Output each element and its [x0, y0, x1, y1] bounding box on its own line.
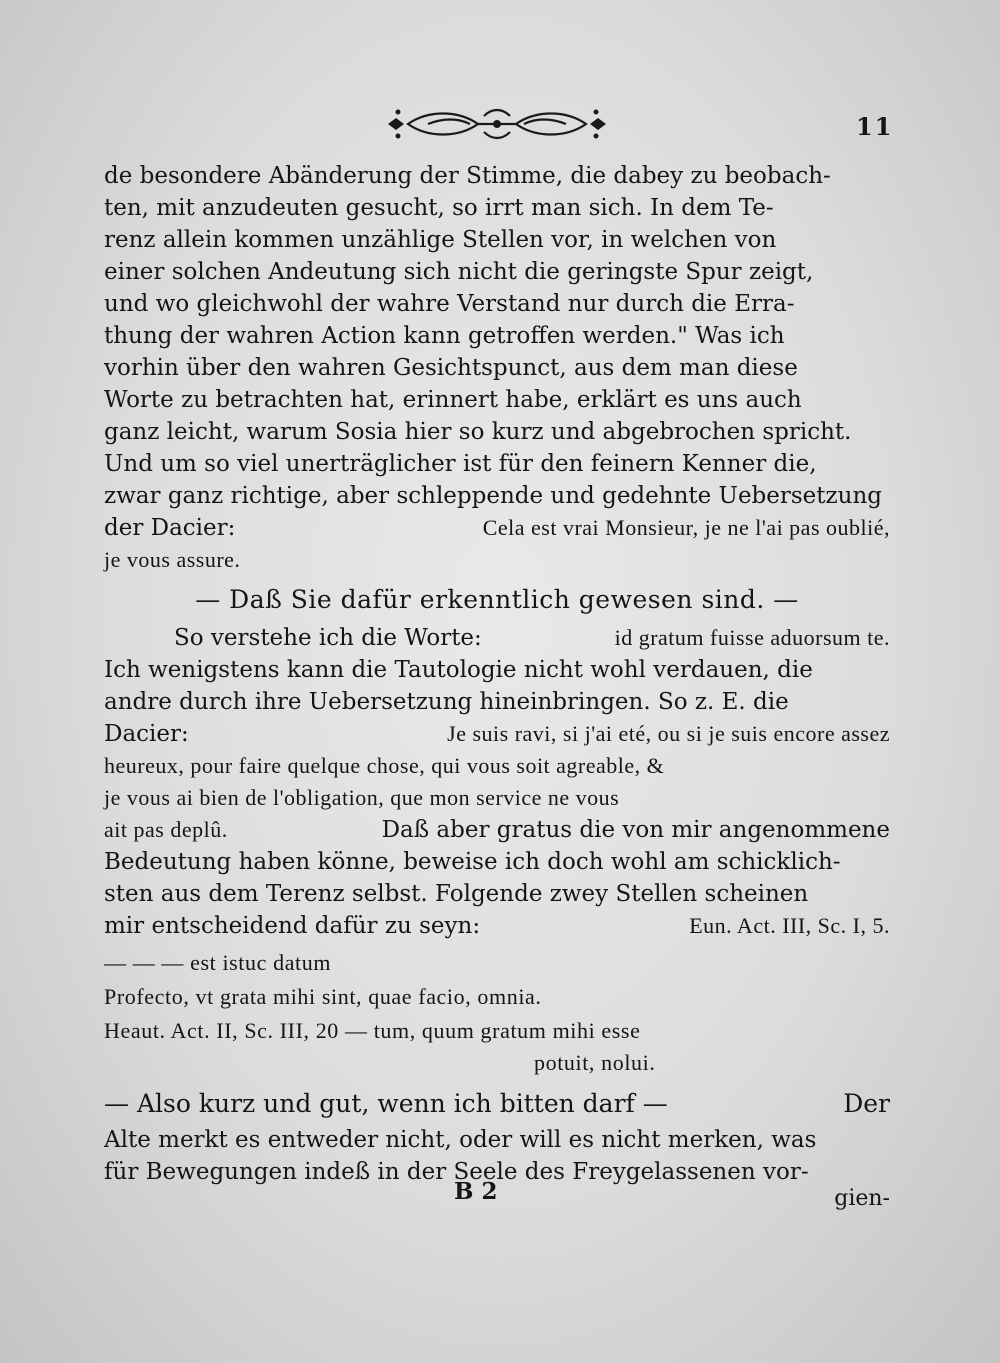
lemma-heading: [104, 580, 890, 620]
lemma-heading: — Also kurz und gut, wenn ich bitten darf —: [104, 1089, 668, 1118]
text-line: [104, 654, 890, 686]
text-line: [104, 448, 890, 480]
text-line: [104, 512, 890, 544]
terence-quotations: [104, 946, 890, 1078]
text-line: [104, 910, 890, 942]
text-line: [104, 750, 890, 782]
text-line: [104, 160, 890, 192]
latin-quote: Cela est vrai Monsieur, je ne l'ai pas oublié,: [482, 515, 890, 540]
text-line: [104, 224, 890, 256]
line-text: ten, mit anzudeuten gesucht, so irrt man sich. In dem Te-: [104, 195, 774, 221]
page-footer: [104, 1178, 890, 1218]
line-text: andre durch ihre Uebersetzung hineinbringen. So z. E. die: [104, 689, 789, 715]
text-line: [104, 256, 890, 288]
text-line: [104, 1124, 890, 1156]
line-text: renz allein kommen unzählige Stellen vor, in welchen von: [104, 227, 777, 253]
line-text: Worte zu betrachten hat, erinnert habe, erklärt es uns auch: [104, 387, 802, 413]
line-text: einer solchen Andeutung sich nicht die geringste Spur zeigt,: [104, 259, 814, 285]
text-line: [104, 352, 890, 384]
quote-line: Profecto, vt grata mihi sint, quae facio, omnia.: [104, 984, 542, 1009]
latin-quote: Je suis ravi, si j'ai eté, ou si je suis encore assez: [447, 721, 890, 746]
text-line: [104, 718, 890, 750]
text-line: [104, 320, 890, 352]
text-line: [104, 686, 890, 718]
text-line: [104, 192, 890, 224]
line-text: vorhin über den wahren Gesichtspunct, aus dem man diese: [104, 355, 798, 381]
text-line: [104, 384, 890, 416]
text-line: [104, 1084, 890, 1124]
body-text: [104, 160, 890, 1188]
text-line: [104, 814, 890, 846]
quote-line: potuit, nolui.: [534, 1050, 656, 1075]
paragraph-2: [104, 622, 890, 942]
line-text: der Dacier:: [104, 515, 236, 541]
line-text: thung der wahren Action kann getroffen werden." Was ich: [104, 323, 785, 349]
text-line: [104, 878, 890, 910]
line-text: für Bewegungen indeß in der Seele des Freygelassenen vor-: [104, 1159, 809, 1185]
text-line: [104, 480, 890, 512]
latin-quote: id gratum fuisse aduorsum te.: [614, 625, 890, 650]
line-text: Und um so viel unerträglicher ist für den feinern Kenner die,: [104, 451, 817, 477]
signature-mark: B 2: [454, 1178, 498, 1205]
floral-ornament-icon: [388, 104, 606, 144]
text-line: [104, 622, 890, 654]
line-text: Alte merkt es entweder nicht, oder will es nicht merken, was: [104, 1127, 817, 1153]
text-line: [104, 544, 890, 576]
line-text: Daß aber gratus die von mir angenommene: [381, 817, 890, 843]
latin-quote: ait pas deplû.: [104, 817, 228, 842]
line-text: de besondere Abänderung der Stimme, die dabey zu beobach-: [104, 163, 831, 189]
line-text: zwar ganz richtige, aber schleppende und gedehnte Uebersetzung: [104, 483, 883, 509]
line-text: Bedeutung haben könne, beweise ich doch wohl am schicklich-: [104, 849, 841, 875]
line-text: Ich wenigstens kann die Tautologie nicht wohl verdauen, die: [104, 657, 813, 683]
heading-text: — Daß Sie dafür erkenntlich gewesen sind. —: [195, 585, 799, 614]
page-number: 11: [856, 112, 894, 141]
latin-quote: je vous ai bien de l'obligation, que mon service ne vous: [104, 785, 620, 810]
line-text: ganz leicht, warum Sosia hier so kurz und abgebrochen spricht.: [104, 419, 852, 445]
paragraph-1: [104, 160, 890, 576]
latin-quote: Eun. Act. III, Sc. I, 5.: [689, 913, 890, 938]
text-line: [104, 288, 890, 320]
latin-quote: je vous assure.: [104, 547, 241, 572]
latin-quote: heureux, pour faire quelque chose, qui vous soit agreable, &: [104, 753, 665, 778]
line-text: und wo gleichwohl der wahre Verstand nur durch die Erra-: [104, 291, 795, 317]
text-line: [104, 416, 890, 448]
quote-line: — — — est istuc datum: [104, 950, 332, 975]
line-text: Der: [843, 1089, 890, 1118]
line-text: Dacier:: [104, 721, 189, 747]
text-line: [104, 782, 890, 814]
quote-line: Heaut. Act. II, Sc. III, 20 — tum, quum gratum mihi esse: [104, 1018, 641, 1043]
line-text: sten aus dem Terenz selbst. Folgende zwey Stellen scheinen: [104, 881, 809, 907]
catchword: gien-: [834, 1186, 890, 1211]
line-text: mir entscheidend dafür zu seyn:: [104, 913, 481, 939]
line-text: So verstehe ich die Worte:: [174, 625, 482, 651]
text-line: [104, 846, 890, 878]
